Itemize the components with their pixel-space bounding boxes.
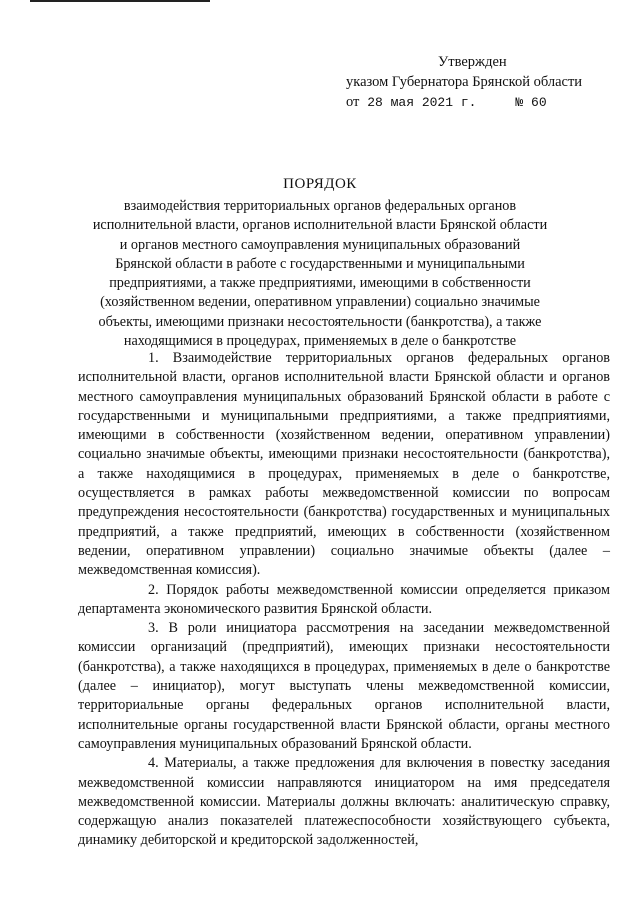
approval-date-prefix: от [346,94,360,110]
paragraph-1: 1. Взаимодействие территориальных органов федеральных органов исполнительной власти, органов исполнительной власти Брянской области и органов местного самоуправления муниципальных образований Брянской области в работе с государственными и муниципальными предприятиями, а также предприятиями, имеющими в собственности (хозяйственном ведении, оперативном управлении) социально значимые объекты, имеющими признаки несостоятельности (банкротства), а также находящимися в процедурах, применяемых в деле о банкротстве, осуществляется в рамках работы межведомственной комиссии по вопросам предупреждения несостоятельности (банкротства) государственных и муниципальных предприятий, а также предприятий, имеющих в собственности (хозяйственном ведении, оперативном управлении) социально значимые объекты (далее – межведомственная комиссия). [78,350,610,579]
approval-line-2: указом Губернатора Брянской области [346,74,583,90]
approval-line-1: Утвержден [438,54,507,70]
paragraph-2: 2. Порядок работы межведомственной комиссии определяется приказом департамента экономического развития Брянской области. [78,581,610,617]
approval-line-3 [346,92,626,113]
paragraph-3: 3. В роли инициатора рассмотрения на заседании межведомственной комиссии организаций (предприятий), имеющих признаки несостоятельности (банкротства), а также находящихся в процедурах, применяемых в деле о банкротстве (далее – инициатор), могут выступать члены межведомственной комиссии, территориальные органы федеральных органов исполнительной власти, исполнительные органы государственной власти Брянской области, органы местного самоуправления муниципальных образований Брянской области. [78,620,610,752]
paragraph-4: 4. Материалы, а также предложения для включения в повестку заседания межведомственной комиссии направляются инициатором на имя председателя межведомственной комиссии. Материалы должны включать: аналитическую справку, содержащую анализ показателей платежеспособности хозяйствующего субъекта, динамику дебиторской и кредиторской задолженностей, [78,755,610,849]
document-subtitle: взаимодействия территориальных органов федеральных органов исполнительной власти, органов исполнительной власти Брянской области и органов местного самоуправления муниципальных образований Брянской области в работе с государственными и муниципальными предприятиями, а также предприятиями, имеющими в собственности (хозяйственном ведении, оперативном управлении) социально значимые объекты, имеющими признаки несостоятельности (банкротства), а также находящимися в процедурах, применяемых в деле о банкротстве [92,198,548,350]
approval-block [346,52,626,113]
document-body [78,349,610,851]
top-edge-line [30,0,210,2]
approval-date-number: 28 мая 2021 г. № 60 [359,95,547,110]
document-title: ПОРЯДОК [283,176,357,192]
